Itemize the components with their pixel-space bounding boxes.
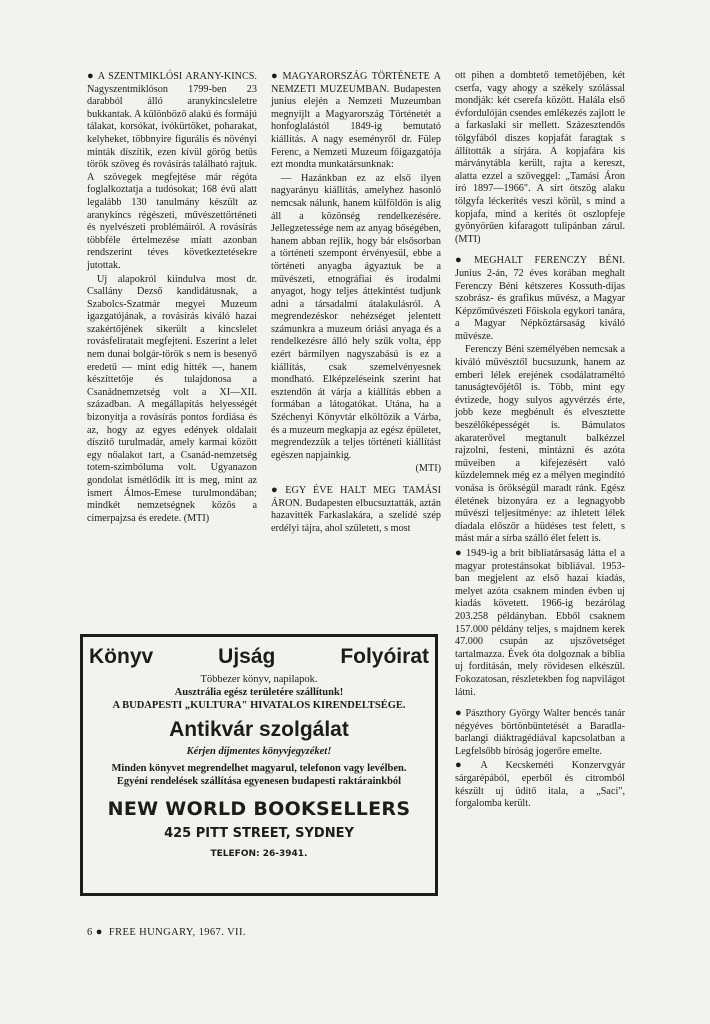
column-left — [87, 70, 257, 526]
article-tamasi-aron: ● EGY ÉVE HALT MEG TAMÁSI ÁRON. Budapesten elbucsuztatták, aztán hazavitték Farkaslakára, a szelídé szép erdélyi tájra, ahol született, s most — [271, 484, 441, 534]
paragraph: Uj alapokról kiindulva most dr. Csallány Dezső kandidátusnak, a Szabolcs-Szatmár megyei Muzeum igazgatójának, a rovásírás kiváló hazai szakértőjének sikerült a kincslelet rovásfeliratait megfejteni. Eszerint a lelet nem dunai bolgár-török s nem is besenyő eredetű — mint edig hitték —, hanem készíttetője és tulajdonosa a Csanádnemzetség volt a XI—XII. században. A megállapítás helyességét bizonyítja a rovásírás pontos fordiása és az, hogy az egyes edények oldalait díszítő turulmadár, amely karmai között egy nőalakot tart, a Csanád-nemzetség totem-szimbóluma volt. Ugyanazon gondolat ismétlődik itt is meg, mint az ismert Álmos-Emese turulmondában; mindkét nemzetségnek közös a cimerpajzsa és eredete. (MTI) — [87, 273, 257, 524]
bullet-icon: ● — [271, 70, 280, 82]
ad-head-word-2: Ujság — [218, 645, 276, 668]
bullet-icon: ● — [87, 70, 95, 82]
article-szentmiklosi: ● A SZENTMIKLÓSI ARANY-KINCS. Nagyszentmiklóson 1799-ben 23 darabból álló aranykincsleletre bukkantak. A különböző alakú és formájú tálakat, korsókat, ivókürtöket, poharakat, kelyheket, többnyire figurális és növényi minták díszítik, ezen kívül görög betűs török szöveg és rovásírás található rajtuk. A szövegek megfejtése már régóta foglalkoztatja a tudósokat; 168 évű alatt legalább 130 tanulmány készült az aranykincs régészeti, művészettörténeti és nyelvészeti problémáiról. A rovásírás többféle értelmezése miatt azonban rendszerint téves következtetésekre jutottak. — [87, 70, 257, 271]
column-right — [455, 70, 625, 812]
column-middle — [271, 70, 441, 536]
page-footer — [87, 926, 246, 938]
paragraph: ott pihen a dombtető temetőjében, két cserfa, vagy ahogy a székely szólással mondják: két cserefa között. Halála első évfordulóján csendes emlékezés zajlott le a farkaslaki sir mellett. Százesztendős tölgyfából diszes kopjafát faragtak s állították a sírjára. A kopjafára kis márványtábla került, rajta a kereszt, alatta ezzel a szöveggel: „Tamási Áron író 1897—1966". A sírt ötszög alaku tölgyfa léckerítés veszi körül, s mind a kopjafa, mind a kerítés öt oszlopfeje gyönyörűen kifaragott tulipánban zárul. (MTI) — [455, 70, 625, 245]
ad-catalog-note: Kérjen díjmentes könyvjegyzéket! — [186, 746, 332, 757]
article-magyarorszag-tortenete: ● MAGYARORSZÁG TÖRTÉNETE A NEMZETI MUZEUMBAN. Budapesten junius elején a Nemzeti Muzeumban megnyijlt a Magyarország Történetét a honfoglalástól 1849-ig bemutató kiállítás. A nagy eseményről dr. Fülep Ferenc, a Nemzeti Muzeum főigazgatója ezt mondta munkatársunknak: — [271, 70, 441, 171]
ad-head-word-1: Könyv — [89, 645, 154, 668]
ad-line: Minden könyvet megrendelhet magyarul, telefonon vagy levélben. — [111, 763, 407, 774]
ad-service-title: Antikvár szolgálat — [169, 718, 349, 741]
ad-line: Egyéni rendelések szállítása egyenesen budapesti raktárainkból — [116, 776, 402, 787]
page-number: 6 — [87, 927, 93, 938]
bullet-icon: ● — [95, 926, 106, 938]
ad-address: 425 PITT STREET, SYDNEY — [164, 826, 354, 841]
ad-line: Többezer könyv, napilapok. — [200, 674, 318, 685]
bullet-icon: ● — [271, 484, 283, 496]
ad-company-name: NEW WORLD BOOKSELLERS — [107, 798, 411, 820]
ad-line: Ausztrália egész területére szállítunk! — [174, 687, 344, 698]
article-biblia: ● 1949-ig a brit bibliatársaság látta el a magyar protestánsokat bibliával. 1953-ban megjelent az első hazai kiadás, melyet azóta csaknem minden évben uj kiadás követett. 1966-ig bezárólag 203.258 példányban. Ebből csaknem 157.000 példány teljes, s majdnem kerek 47.000 csupán az ujszövetséget tartalmazza. Évek óta dolgoznak a biblia uj fordításán, mely rövidesen elkészül. Fokozatosan, részletekben fog napvilágot látni. — [455, 546, 626, 698]
bookseller-advertisement — [80, 634, 438, 896]
article-ferenczy-beni: ● MEGHALT FERENCZY BÉNI. Junius 2-án, 72 éves korában meghalt Ferenczy Béni kétszeres Kossuth-díjas szobrász- és grafikus művész, a Magyar Képzőművészeti Főiskola egykori tanára, a Magyar Népköztársaság kiváló művésze. — [455, 254, 625, 342]
ad-head-word-3: Folyóirat — [340, 645, 429, 668]
ad-line: A BUDAPESTI „KULTURA" HIVATALOS KIRENDELTSÉGE. — [112, 700, 406, 711]
bullet-icon: ● — [455, 707, 463, 720]
publication-name: FREE HUNGARY, 1967. VII. — [108, 927, 246, 938]
ad-telephone: TELEFON: 26-3941. — [210, 849, 308, 859]
bullet-icon: ● — [455, 546, 463, 559]
bullet-icon: ● — [455, 759, 478, 772]
ad-headline — [83, 637, 435, 669]
source-credit: (MTI) — [415, 463, 441, 475]
article-konzervgyar: ● A Kecskeméti Konzervgyár sárgarépából, eperből és citromból készült uj üdítő itala, a „Saci", forgalomba került. — [455, 759, 625, 810]
paragraph: Ferenczy Béni személyében nemcsak a kiváló művésztől bucsuzunk, hanem az emberi lélek erejének csodálatraméltó tanuságtevőjétől is. Több, mint egy évtizede, hogy sulyos agyvérzés érte, jobb keze megbénult és elvesztette beszélőképességét is. Bámulatos akaraterővel megtanult balkézzel rajzolni, festeni, mintázni és azóta műveiben a kifejezésért való küzdelemnek még ez a mélyen megindító vonása is örökségül maradt ránk. Egész életének bizonyára ez a legnagyobb művészi teljesítménye: az ihletett lélek diadala először a hüdéses test felett, s mást már a sírba szálló élet felett is. — [455, 344, 625, 545]
paragraph: — Hazánkban ez az első ilyen nagyarányu kiállítás, amelyhez hasonló nemcsak nálunk, hanem külföldön is alig áll a közönség rendelkezésére. Jellegzetessége nem az anyag bőségében, hanem abban rejlik, hogy bár elsősorban a történeti szempont érvényesül, ebbe a történeti anyagba ágyaztuk be a művészeti, etnográfiai és irodalmi anyagot, hogy teljes áttekintést tudjunk adni a társadalmi átalakulásról. A megrendezéskor nehézséget jelentett számunkra a muzeum óriási anyaga és a rendelkezésre álló hely szűk volta, épp ezért bármilyen nagyszabású is ez a kiállítás, csak szemelvényesnek mondható. Elképzeléseink szerint hat esztendőn át várja a kiállítás ebben a formában a látogatókat. Utána, ha a Széchenyi Könyvtár elköltözik a Várba, és a muzeum megkapja az egész épületet, megrendezzük a teljes történeti kiállítást egészen napjainkig. — [271, 172, 441, 461]
article-paszthory: ● Pászthory György Walter bencés tanár négyéves börtönbüntetését a Baradla-barlangi diáktragédiával kapcsolatban a Legfelsőbb bíróság jogerőre emelte. — [455, 707, 625, 757]
bullet-icon: ● — [455, 254, 471, 267]
